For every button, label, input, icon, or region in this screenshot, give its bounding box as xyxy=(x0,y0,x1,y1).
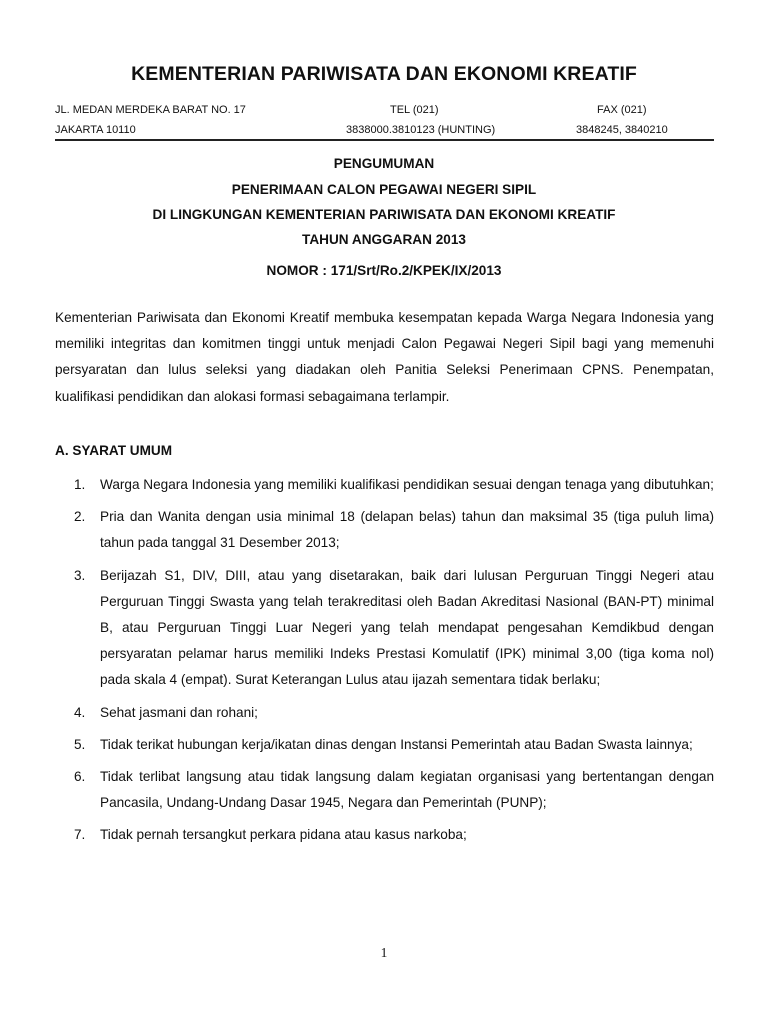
announcement-number: NOMOR : 171/Srt/Ro.2/KPEK/IX/2013 xyxy=(266,263,502,278)
list-item-number: 7. xyxy=(74,827,86,843)
address-city: JAKARTA 10110 xyxy=(55,124,136,136)
address-street: JL. MEDAN MERDEKA BARAT NO. 17 xyxy=(55,104,246,116)
list-item-text: Berijazah S1, DIV, DIII, atau yang disetarakan, baik dari lulusan Perguruan Tinggi Negeri atau Perguruan Tinggi Swasta yang telah terakreditasi oleh Badan Akreditasi Nasional (BAN-PT) minimal B, atau Perguruan Tinggi Luar Negeri yang telah mendapat pengesahan Kemdikbud dengan persyaratan pelamar harus memiliki Indeks Prestasi Komulatif (IPK) minimal 3,00 (tiga koma nol) pada skala 4 (empat). Surat Keterangan Lulus atau ijazah sementara tidak berlaku; xyxy=(100,567,714,688)
ministry-title: KEMENTERIAN PARIWISATA DAN EKONOMI KREATIF xyxy=(131,63,637,85)
announcement-scope: DI LINGKUNGAN KEMENTERIAN PARIWISATA DAN EKONOMI KREATIF xyxy=(152,207,616,222)
list-item xyxy=(55,504,714,556)
list-item xyxy=(55,700,714,726)
list-item-number: 2. xyxy=(74,509,86,525)
intro-paragraph: Kementerian Pariwisata dan Ekonomi Kreatif membuka kesempatan kepada Warga Negara Indonesia yang memiliki integritas dan komitmen tinggi untuk menjadi Calon Pegawai Negeri Sipil bagi yang memenuhi persyaratan dan lulus seleksi yang diadakan oleh Panitia Seleksi Penerimaan CPNS. Penempatan, kualifikasi pendidikan dan alokasi formasi sebagaimana terlampir. xyxy=(55,310,714,404)
list-item xyxy=(55,732,714,758)
list-item xyxy=(55,822,714,848)
general-requirements-list xyxy=(55,472,714,855)
list-item xyxy=(55,764,714,816)
list-item-text: Pria dan Wanita dengan usia minimal 18 (delapan belas) tahun dan maksimal 35 (tiga puluh lima) tahun pada tanggal 31 Desember 2013; xyxy=(100,509,714,551)
list-item xyxy=(55,472,714,498)
list-item-text: Tidak pernah tersangkut perkara pidana atau kasus narkoba; xyxy=(100,827,467,843)
list-item xyxy=(55,563,714,694)
tel-numbers: 3838000.3810123 (HUNTING) xyxy=(346,124,496,136)
fax-label: FAX (021) xyxy=(597,104,647,116)
list-item-number: 5. xyxy=(74,736,86,752)
section-a-heading: A. SYARAT UMUM xyxy=(55,443,173,458)
announcement-heading: PENGUMUMAN xyxy=(333,156,435,171)
list-item-text: Tidak terikat hubungan kerja/ikatan dinas dengan Instansi Pemerintah atau Badan Swasta lainnya; xyxy=(100,736,693,752)
list-item-number: 3. xyxy=(74,567,86,583)
page-number: 1 xyxy=(380,945,388,960)
list-item-number: 4. xyxy=(74,704,86,720)
announcement-year: TAHUN ANGGARAN 2013 xyxy=(302,232,466,247)
list-item-text: Tidak terlibat langsung atau tidak langsung dalam kegiatan organisasi yang bertentangan dengan Pancasila, Undang-Undang Dasar 1945, Negara dan Pemerintah (PUNP); xyxy=(100,769,714,811)
list-item-text: Warga Negara Indonesia yang memiliki kualifikasi pendidikan sesuai dengan tenaga yang dibutuhkan; xyxy=(100,477,714,492)
list-item-number: 1. xyxy=(74,477,86,492)
tel-label: TEL (021) xyxy=(390,104,439,116)
announcement-subject: PENERIMAAN CALON PEGAWAI NEGERI SIPIL xyxy=(231,182,537,197)
fax-numbers: 3848245, 3840210 xyxy=(576,124,668,136)
list-item-number: 6. xyxy=(74,769,86,785)
list-item-text: Sehat jasmani dan rohani; xyxy=(100,704,258,720)
header-divider xyxy=(55,139,714,141)
